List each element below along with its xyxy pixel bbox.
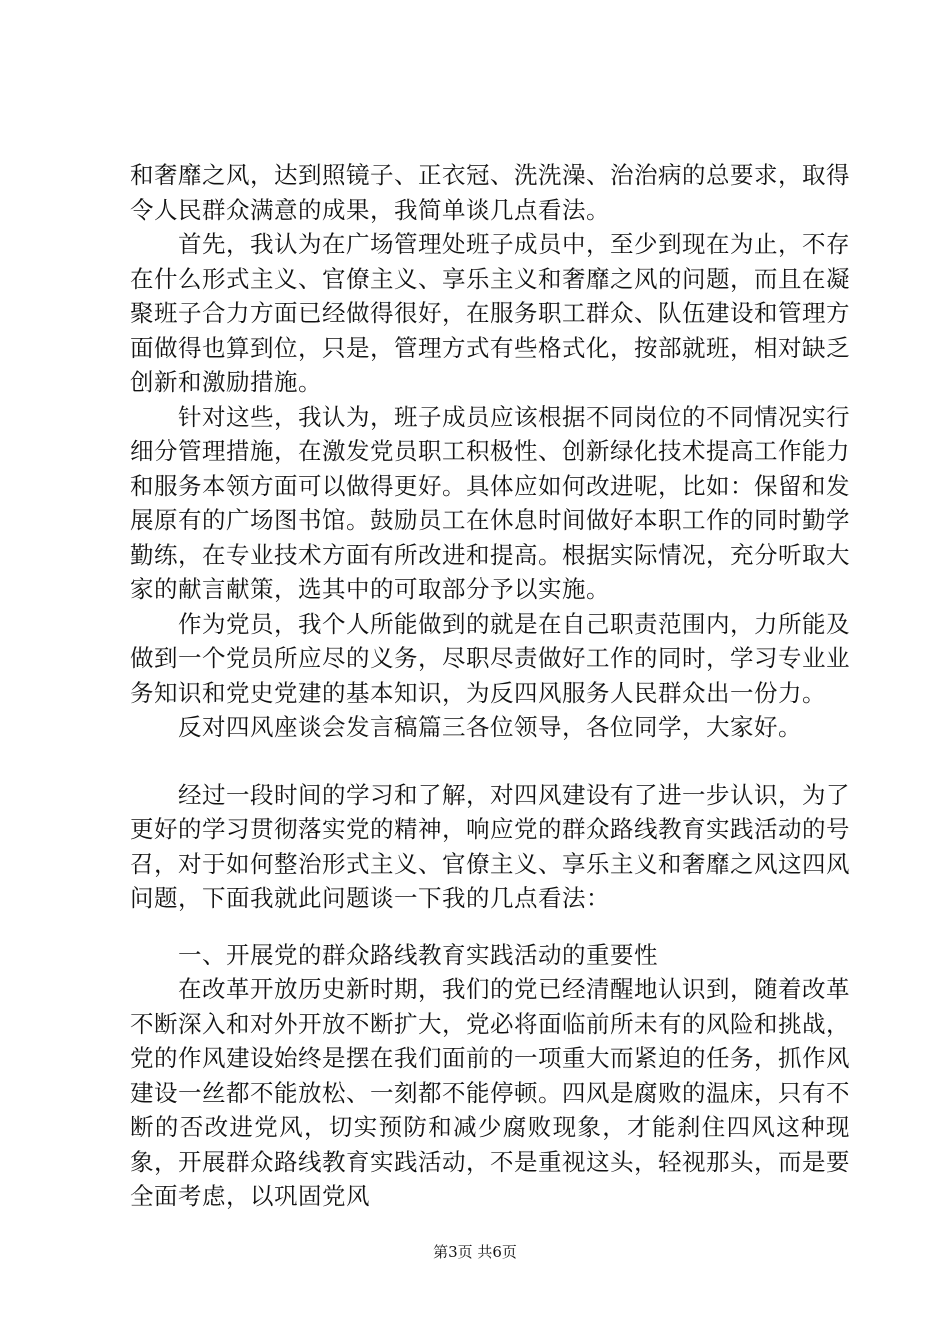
paragraph-importance: 在改革开放历史新时期，我们的党已经清醒地认识到，随着改革不断深入和对外开放不断扩大，党必将面临前所未有的风险和挑战，党的作风建设始终是摆在我们面前的一项重大而紧迫的任务，抓作风建设一丝都不能放松、一刻都不能停顿。四风是腐败的温床，只有不断的否改进党风，切实预防和减少腐败现象，才能刹住四风这种现象，开展群众路线教育实践活动，不是重视这头，轻视那头，而是要全面考虑，以巩固党风 [130, 975, 850, 1210]
paragraph-party-member: 作为党员，我个人所能做到的就是在自己职责范围内，力所能及做到一个党员所应尽的义务，尽职尽责做好工作的同时，学习专业业务知识和党史党建的基本知识，为反四风服务人民群众出一份力。 [130, 609, 850, 707]
paragraph-intro: 经过一段时间的学习和了解，对四风建设有了进一步认识，为了更好的学习贯彻落实党的精神，响应党的群众路线教育实践活动的号召，对于如何整治形式主义、官僚主义、享乐主义和奢靡之风这四风问题，下面我就此问题谈一下我的几点看法： [130, 780, 850, 912]
page-number-footer: 第3页 共6页 [433, 1243, 517, 1261]
document-body [130, 158, 850, 1214]
section-heading: 一、开展党的群众路线教育实践活动的重要性 [178, 940, 658, 969]
paragraph-improvement: 针对这些，我认为，班子成员应该根据不同岗位的不同情况实行细分管理措施，在激发党员职工积极性、创新绿化技术提高工作能力和服务本领方面可以做得更好。具体应如何改进呢，比如：保留和发展原有的广场图书馆。鼓励员工在休息时间做好本职工作的同时勤学勤练，在专业技术方面有所改进和提高。根据实际情况，充分听取大家的献言献策，选其中的可取部分予以实施。 [130, 402, 850, 603]
paragraph-first-point: 首先，我认为在广场管理处班子成员中，至少到现在为止，不存在什么形式主义、官僚主义、享乐主义和奢靡之风的问题，而且在凝聚班子合力方面已经做得很好，在服务职工群众、队伍建设和管理方面做得也算到位，只是，管理方式有些格式化，按部就班，相对缺乏创新和激励措施。 [130, 230, 850, 396]
paragraph-speech-title: 反对四风座谈会发言稿篇三各位领导，各位同学，大家好。 [178, 713, 802, 741]
paragraph-continuation: 和奢靡之风，达到照镜子、正衣冠、洗洗澡、治治病的总要求，取得令人民群众满意的成果，我简单谈几点看法。 [130, 161, 850, 224]
